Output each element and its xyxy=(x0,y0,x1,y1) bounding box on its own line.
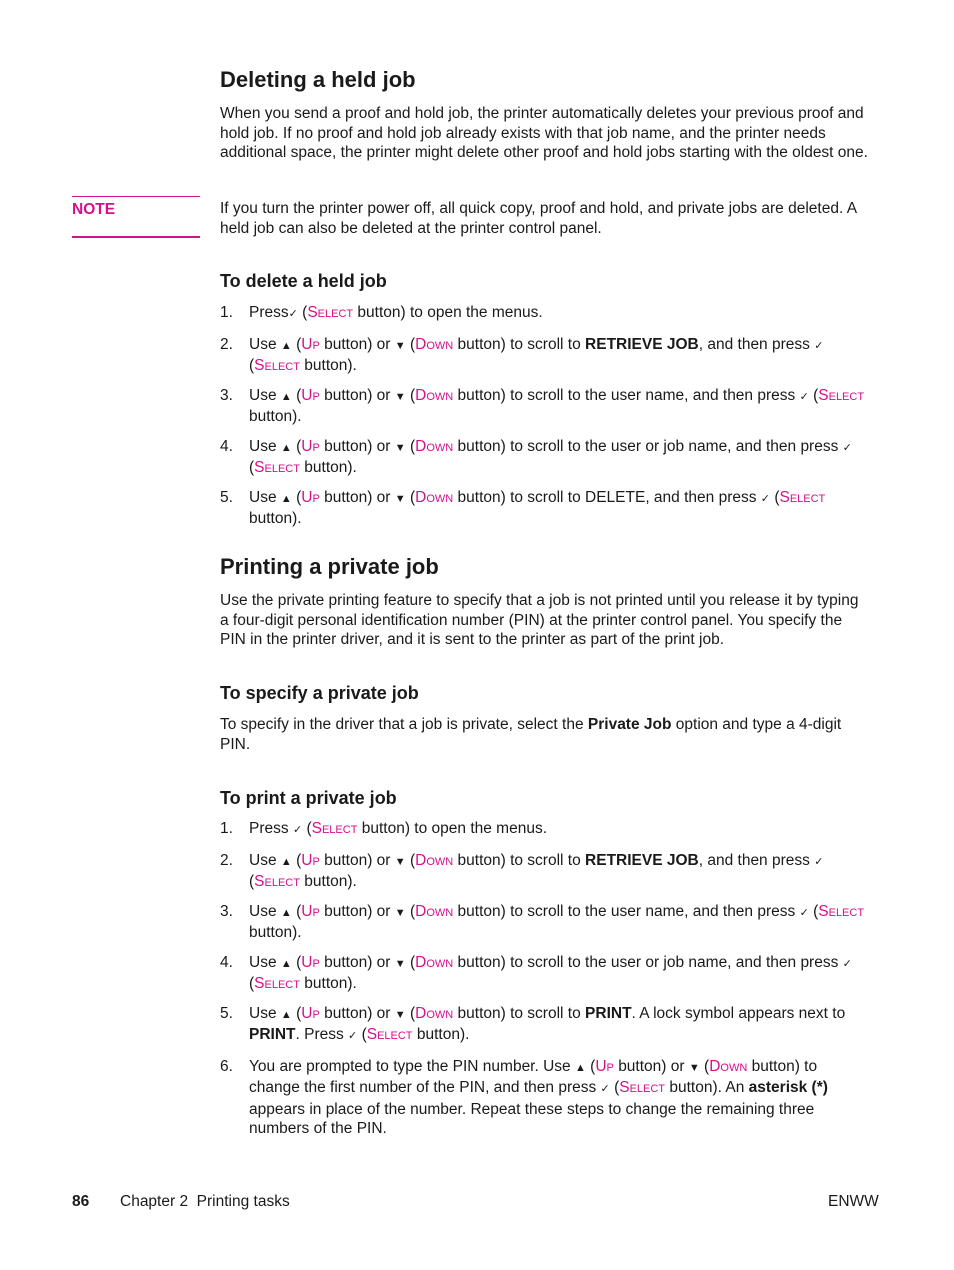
section-title-private: Printing a private job xyxy=(220,554,439,579)
up-key: Up xyxy=(301,386,320,404)
check-icon: ✓ xyxy=(814,855,824,868)
specify-text: To specify in the driver that a job is private, select the Private Job option and type a 4-digit PIN. xyxy=(220,716,842,753)
list-item: 1. Press✓ (Select button) to open the menus. xyxy=(220,304,543,321)
section-body-deleting: When you send a proof and hold job, the printer automatically deletes your previous proof and hold job. If no proof and hold job already exists with that job name, and the printer needs additional space, the printer might delete other proof and hold jobs starting with the oldest one. xyxy=(220,105,868,161)
list-item: 6. You are prompted to type the PIN number. Use ▲ (Up button) or ▼ (Down button) to change the first number of the PIN, and then press ✓ (Select button). An asterisk (*) appears in place of the number. Repeat these steps to change the remaining three numbers of the PIN. xyxy=(220,1057,828,1137)
check-icon: ✓ xyxy=(842,957,852,970)
check-icon: ✓ xyxy=(348,1030,358,1042)
up-key: Up xyxy=(301,1004,320,1022)
down-key: Down xyxy=(415,437,454,455)
down-arrow-icon: ▼ xyxy=(394,957,406,970)
page-number: 86 xyxy=(72,1193,90,1210)
down-arrow-icon: ▼ xyxy=(394,390,406,403)
select-key: Select xyxy=(254,873,300,890)
check-icon: ✓ xyxy=(799,390,809,403)
note-text: If you turn the printer power off, all quick copy, proof and hold, and private jobs are deleted. A held job can also be deleted at the printer control panel. xyxy=(220,200,857,237)
check-icon: ✓ xyxy=(600,1083,610,1095)
chapter-label: Chapter 2 Printing tasks xyxy=(120,1193,290,1210)
check-icon: ✓ xyxy=(292,824,303,836)
proc-title-print: To print a private job xyxy=(220,788,397,808)
up-key: Up xyxy=(595,1057,614,1075)
footer-right: ENWW xyxy=(828,1193,879,1210)
list-item: 5. Use ▲ (Up button) or ▼ (Down button) to scroll to DELETE, and then press ✓ (Select button). xyxy=(220,488,826,527)
down-arrow-icon: ▼ xyxy=(394,339,406,352)
list-item: 5. Use ▲ (Up button) or ▼ (Down button) to scroll to PRINT. A lock symbol appears next to PRINT. Press ✓ (Select button). xyxy=(220,1004,846,1043)
down-arrow-icon: ▼ xyxy=(394,1008,406,1021)
print-steps xyxy=(220,819,870,1139)
select-key: Select xyxy=(779,488,826,506)
list-item: 2. Use ▲ (Up button) or ▼ (Down button) to scroll to RETRIEVE JOB, and then press ✓ (Select button). xyxy=(220,851,824,890)
up-arrow-icon: ▲ xyxy=(280,1008,292,1021)
up-arrow-icon: ▲ xyxy=(280,339,292,352)
up-key: Up xyxy=(301,902,320,920)
list-item: 2. Use ▲ (Up button) or ▼ (Down button) to scroll to RETRIEVE JOB, and then press ✓ (Select button). xyxy=(220,335,824,374)
note-rule xyxy=(72,236,200,238)
up-arrow-icon: ▲ xyxy=(280,906,292,919)
down-arrow-icon: ▼ xyxy=(394,906,406,919)
up-key: Up xyxy=(301,437,320,455)
list-item: 3. Use ▲ (Up button) or ▼ (Down button) to scroll to the user name, and then press ✓ (Select button). xyxy=(220,386,865,425)
list-item: 3. Use ▲ (Up button) or ▼ (Down button) to scroll to the user name, and then press ✓ (Select button). xyxy=(220,902,865,941)
down-arrow-icon: ▼ xyxy=(688,1061,700,1074)
up-arrow-icon: ▲ xyxy=(280,390,292,403)
down-key: Down xyxy=(709,1057,748,1075)
select-key: Select xyxy=(307,304,354,321)
down-key: Down xyxy=(415,902,454,920)
down-arrow-icon: ▼ xyxy=(394,855,406,868)
select-key: Select xyxy=(254,975,300,992)
note-label: NOTE xyxy=(72,196,200,220)
up-key: Up xyxy=(301,488,320,506)
up-key: Up xyxy=(301,953,320,971)
check-icon: ✓ xyxy=(288,308,298,320)
check-icon: ✓ xyxy=(842,441,852,454)
down-key: Down xyxy=(415,335,454,353)
down-arrow-icon: ▼ xyxy=(394,441,406,454)
up-arrow-icon: ▲ xyxy=(280,855,292,868)
select-key: Select xyxy=(366,1026,413,1043)
up-key: Up xyxy=(301,851,320,869)
up-arrow-icon: ▲ xyxy=(574,1061,586,1074)
down-key: Down xyxy=(415,851,454,869)
select-key: Select xyxy=(254,357,300,374)
section-title-deleting: Deleting a held job xyxy=(220,67,416,92)
list-item: 4. Use ▲ (Up button) or ▼ (Down button) to scroll to the user or job name, and then press ✓ (Select button). xyxy=(220,437,852,476)
delete-steps xyxy=(220,303,870,529)
select-key: Select xyxy=(311,820,358,837)
up-arrow-icon: ▲ xyxy=(280,957,292,970)
check-icon: ✓ xyxy=(760,492,771,505)
check-icon: ✓ xyxy=(814,339,824,352)
proc-title-specify: To specify a private job xyxy=(220,683,419,703)
up-arrow-icon: ▲ xyxy=(280,492,292,505)
proc-title-delete: To delete a held job xyxy=(220,271,387,291)
down-key: Down xyxy=(415,1004,454,1022)
select-key: Select xyxy=(619,1079,666,1096)
select-key: Select xyxy=(818,386,865,404)
down-key: Down xyxy=(415,953,454,971)
select-key: Select xyxy=(254,459,300,476)
down-key: Down xyxy=(415,386,454,404)
list-item: 1. Press ✓ (Select button) to open the menus. xyxy=(220,820,548,837)
select-key: Select xyxy=(818,902,865,920)
up-arrow-icon: ▲ xyxy=(280,441,292,454)
up-key: Up xyxy=(301,335,320,353)
section-body-private: Use the private printing feature to specify that a job is not printed until you release it by typing a four-digit personal identification number (PIN) at the printer control panel. You specify the PIN in the printer driver, and it is sent to the printer as part of the print job. xyxy=(220,592,859,648)
check-icon: ✓ xyxy=(799,906,809,919)
list-item: 4. Use ▲ (Up button) or ▼ (Down button) to scroll to the user or job name, and then press ✓ (Select button). xyxy=(220,953,852,992)
down-key: Down xyxy=(415,488,454,506)
down-arrow-icon: ▼ xyxy=(394,492,406,505)
